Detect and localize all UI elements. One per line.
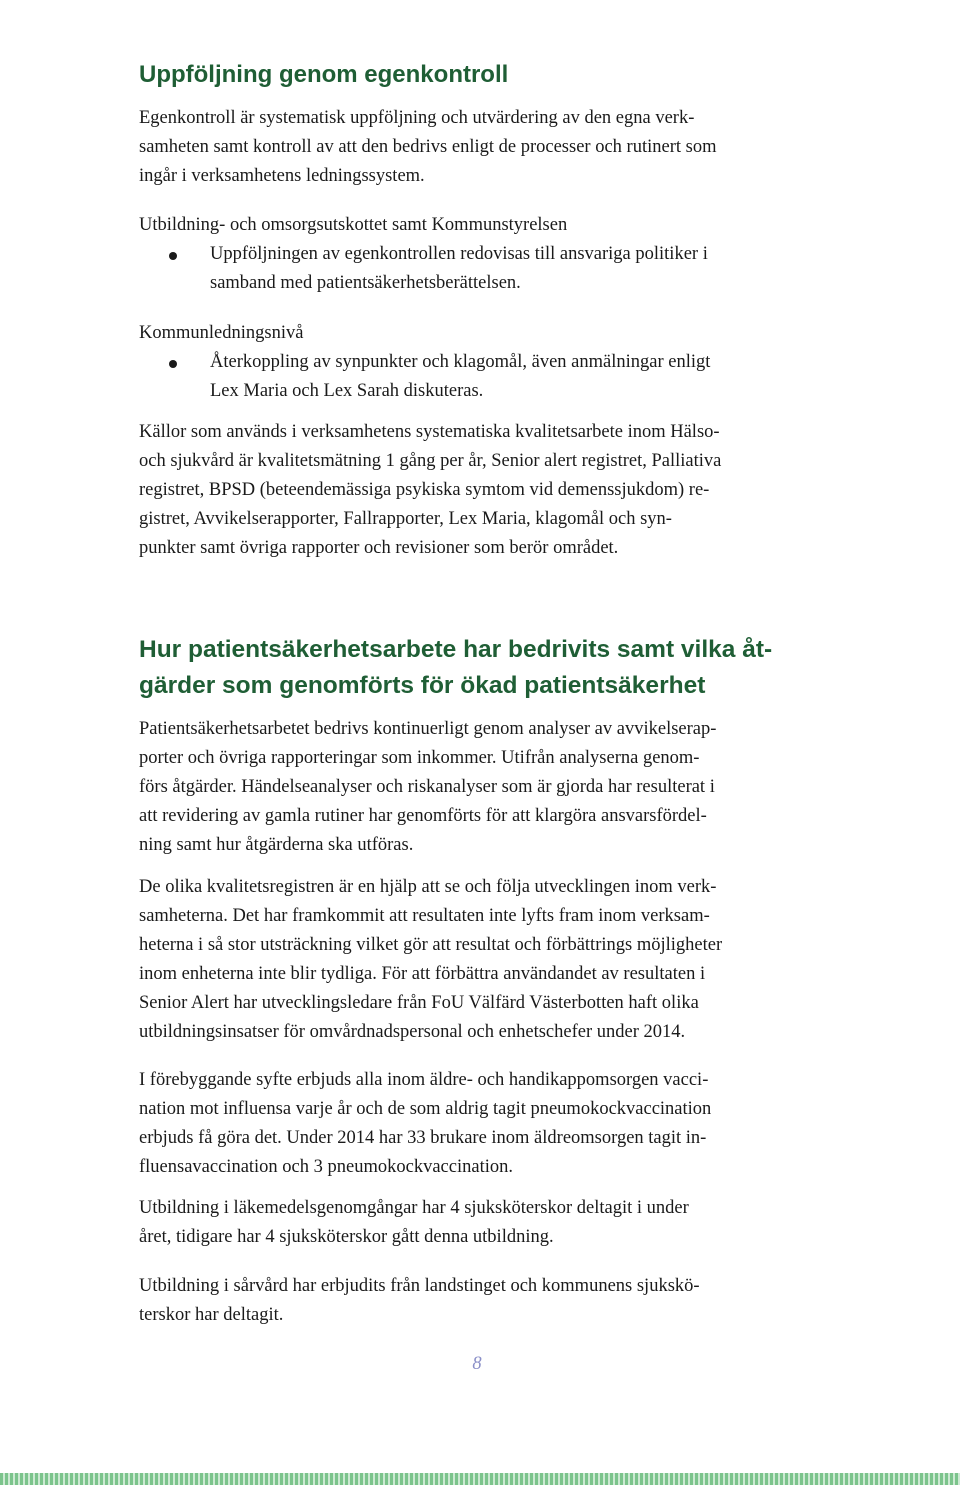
para4-line: Utbildning i läkemedelsgenomgångar har 4 sjuksköterskor deltagit i under: [139, 1198, 689, 1218]
group-label-utskott: Utbildning- och omsorgsutskottet samt Kommunstyrelsen: [139, 215, 568, 235]
para1-line: förs åtgärder. Händelseanalyser och riskanalyser som är gjorda har resulterat i: [139, 777, 715, 797]
para1-line: ning samt hur åtgärderna ska utföras.: [139, 835, 414, 855]
page-number: 8: [472, 1354, 482, 1374]
para1-line: att revidering av gamla rutiner har genomförts för att klargöra ansvarsfördel-: [139, 806, 707, 826]
intro-line: ingår i verksamhetens ledningssystem.: [139, 166, 425, 186]
para1-line: porter och övriga rapporteringar som inkommer. Utifrån analyserna genom-: [139, 748, 700, 768]
para2-line: utbildningsinsatser för omvårdnadspersonal och enhetschefer under 2014.: [139, 1022, 686, 1042]
para4-line: året, tidigare har 4 sjuksköterskor gått denna utbildning.: [139, 1227, 554, 1247]
bullet-icon: [169, 252, 177, 260]
bullet-icon: [169, 360, 177, 368]
sources-line: punkter samt övriga rapporter och revisioner som berör området.: [139, 538, 619, 558]
para2-line: De olika kvalitetsregistren är en hjälp att se och följa utvecklingen inom verk-: [139, 877, 717, 897]
para2-line: heterna i så stor utsträckning vilket gör att resultat och förbättrings möjligheter: [139, 935, 723, 955]
sources-line: Källor som används i verksamhetens systematiska kvalitetsarbete inom Hälso-: [139, 422, 720, 442]
sources-line: och sjukvård är kvalitetsmätning 1 gång per år, Senior alert registret, Palliativa: [139, 451, 722, 471]
para2-line: Senior Alert har utvecklingsledare från FoU Välfärd Västerbotten haft olika: [139, 993, 699, 1013]
sources-line: gistret, Avvikelserapporter, Fallrapporter, Lex Maria, klagomål och syn-: [139, 509, 672, 529]
para3-line: nation mot influensa varje år och de som aldrig tagit pneumokockvaccination: [139, 1099, 712, 1119]
para5-line: terskor har deltagit.: [139, 1305, 284, 1325]
bullet-line: Återkoppling av synpunkter och klagomål, även anmälningar enligt: [210, 352, 711, 372]
bullet-line: samband med patientsäkerhetsberättelsen.: [210, 273, 521, 293]
para5-line: Utbildning i sårvård har erbjudits från landstinget och kommunens sjukskö-: [139, 1276, 700, 1296]
para3-line: fluensavaccination och 3 pneumokockvaccination.: [139, 1157, 513, 1177]
bullet-line: Lex Maria och Lex Sarah diskuteras.: [210, 381, 484, 401]
footer-rule: [0, 1473, 960, 1485]
para2-line: samheterna. Det har framkommit att resultaten inte lyfts fram inom verksam-: [139, 906, 710, 926]
para3-line: I förebyggande syfte erbjuds alla inom äldre- och handikappomsorgen vacci-: [139, 1070, 709, 1090]
intro-line: samheten samt kontroll av att den bedrivs enligt de processer och rutinert som: [139, 137, 717, 157]
heading-line: gärder som genomförts för ökad patientsäkerhet: [139, 672, 706, 699]
para2-line: inom enheterna inte blir tydliga. För att förbättra användandet av resultaten i: [139, 964, 706, 984]
para1-line: Patientsäkerhetsarbetet bedrivs kontinuerligt genom analyser av avvikelserap-: [139, 719, 717, 739]
sources-line: registret, BPSD (beteendemässiga psykiska symtom vid demenssjukdom) re-: [139, 480, 710, 500]
heading-line: Hur patientsäkerhetsarbete har bedrivits samt vilka åt-: [139, 636, 773, 663]
bullet-line: Uppföljningen av egenkontrollen redovisas till ansvariga politiker i: [210, 244, 708, 264]
section-heading-egenkontroll: Uppföljning genom egenkontroll: [139, 61, 509, 88]
para3-line: erbjuds få göra det. Under 2014 har 33 brukare inom äldreomsorgen tagit in-: [139, 1128, 707, 1148]
intro-line: Egenkontroll är systematisk uppföljning och utvärdering av den egna verk-: [139, 108, 695, 128]
section-heading-patientsakerhet: [139, 632, 772, 704]
group-label-kommunledning: Kommunledningsnivå: [139, 323, 304, 343]
